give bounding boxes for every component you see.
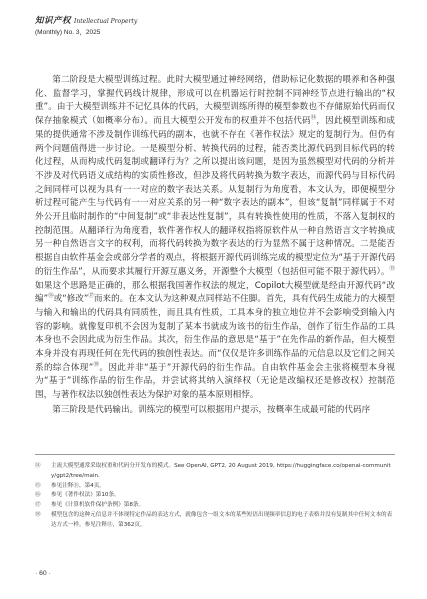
footnote-number: ⑱ <box>35 511 41 518</box>
paragraph-text: ，因此模型训练和成果的提供通常不涉及制作训练代码的副本，也就不存在《著作权法》规定的复制行为。但仍有两个问题值得进一步讨论。一是模型分析、转换代码的过程，能否类比源代码到目标代码的转化过程，从而构成代码复制或翻译行为？之所以提出该问题，是因为虽然模型对代码的分析并不涉及对代码语义成结构的实质性修改，但涉及将代码转换为数字表达，而源代码与目标代码之间同样可以视为具有一一对应的数字表达关系。从复制行为角度看，本文认为，即便模型分析过程可能产生与代码有一一对应关系的另一种“数字表达的副本”，但该“复制”同样属于不对外公开且临时制作的“中间复制”或“非表达性复制”，具有转换性使用的性质，不落入复制权的控制范围。从翻译行为角度看，软件著作权人的翻译权指将原软件从一种自然语言文字转换成另一种自然语言文字的权利，而将代码转换为数字表达的行为显然不属于这种情况。二是能否根据自由软件基金会或部分学者的观点，将根据开源代码训练完成的模型定位为“基于开源代码的衍生作品”，从而要求其履行开源互惠义务，开源整个大模型（包括但可能不限于源代码）。 <box>35 116 395 277</box>
paragraph-stage-three: 第三阶段是代码输出。训练完的模型可以根据用户提示，按概率生成最可能的代码序 <box>52 404 371 415</box>
footnote-number: ⑮ <box>35 482 41 489</box>
footnote-divider <box>35 454 395 455</box>
paragraph-stage-two <box>35 74 395 403</box>
footnote-ref-14[interactable]: ⑭ <box>310 115 317 122</box>
footnote-item <box>35 482 395 492</box>
footnote-ref-17[interactable]: ⑰ <box>88 293 94 300</box>
footnote-text: 参见注释⑪，第4页。 <box>51 482 105 489</box>
journal-title <box>35 16 395 27</box>
paragraph-text: 。因此并非“基于”开源代码的衍生作品。自由软件基金会主张将模型本身视为“基于”训练作品的衍生作品，并尝试将其纳入演绎权（无论是改编权还是修改权）控制范围，与著作权法以独创性表达为保护对象的基本原则相悖。 <box>35 362 396 401</box>
body-text <box>35 74 395 418</box>
footnote-number: ⑭ <box>35 463 41 469</box>
footnote-text: 参见《著作权法》第10条。 <box>51 492 120 499</box>
paragraph-text: 第二阶段是大模型训练过程。此时大模型通过神经网络，借助标记化数据的喂养和各种强化、监督学习，掌握代码线计规律，形成可以在机器运行时控制不同神经节点进行输出的“权重”。由于大模型训练并不记忆具体的代码，大模型训练所得的模型参数也不存储原始代码而仅保存抽象模式（如概率分布）。而且大模型公开发布的权重并不包括代码 <box>35 75 395 127</box>
footnote-number: ⑰ <box>35 502 41 509</box>
paragraph-text: 如果这个思路是正确的，那么根据我国著作权法的规定，Copilot大模型就是经由开源代码“改编” <box>35 280 395 305</box>
page-number: · 60 · <box>35 570 51 577</box>
footnote-text: 主流大模型通常采取权重和代码分开发布的模式。See OpenAI, GPT2, 20 August 2019, https://huggingface.co/openai-community/gpt2/tree/main. <box>51 463 391 479</box>
footnote-item <box>35 511 395 531</box>
footnote-ref-16[interactable]: ⑯ <box>48 293 54 300</box>
footnote-item <box>35 491 395 501</box>
paragraph-text: 而来的。在本文认为这种观点同样站不住脚。首先，具有代码生成能力的大模型与输入和输出的代码具有同质性，而且具有性质，工具本身的独立地位并不会影响受到输入内容的影响。就像复印机不会因为复制了某本书就成为该书的衍生作品，创作了衍生作品的工具本身也不会因此成为衍生作品。其次，衍生作品的意思是“基于”在先作品的新作品，但大模型本身并没有再现任何在先代码的独创性表达。而“仅仅是许多训练作品的元信息以及它们之间关系的综合体现” <box>35 294 395 373</box>
footnote-ref-15[interactable]: ⑮ <box>389 265 395 272</box>
journal-title-cn: 知识产权 <box>35 16 72 26</box>
footnote-ref-18[interactable]: ⑱ <box>93 361 100 368</box>
footnote-number: ⑯ <box>35 492 41 499</box>
footnote-text: 模型包含的这种元信息并不体现特定作品的表达方式，就像包含一组文本的某些短语出现频率信息的电子表格并没有复制其中任何文本的表达方式一样。参见注释⑪，第362页。 <box>51 511 393 528</box>
footnote-item <box>35 501 395 511</box>
footnotes <box>35 462 395 531</box>
paragraph-text: 或“修改” <box>53 294 89 305</box>
footnote-item <box>35 462 395 482</box>
footnote-text: 参见《计算机软件保护条例》第8条。 <box>51 502 145 509</box>
journal-title-en: Intellectual Property <box>74 18 138 25</box>
running-head <box>35 16 395 37</box>
issue-info: (Monthly) No. 3，2025 <box>35 29 101 36</box>
